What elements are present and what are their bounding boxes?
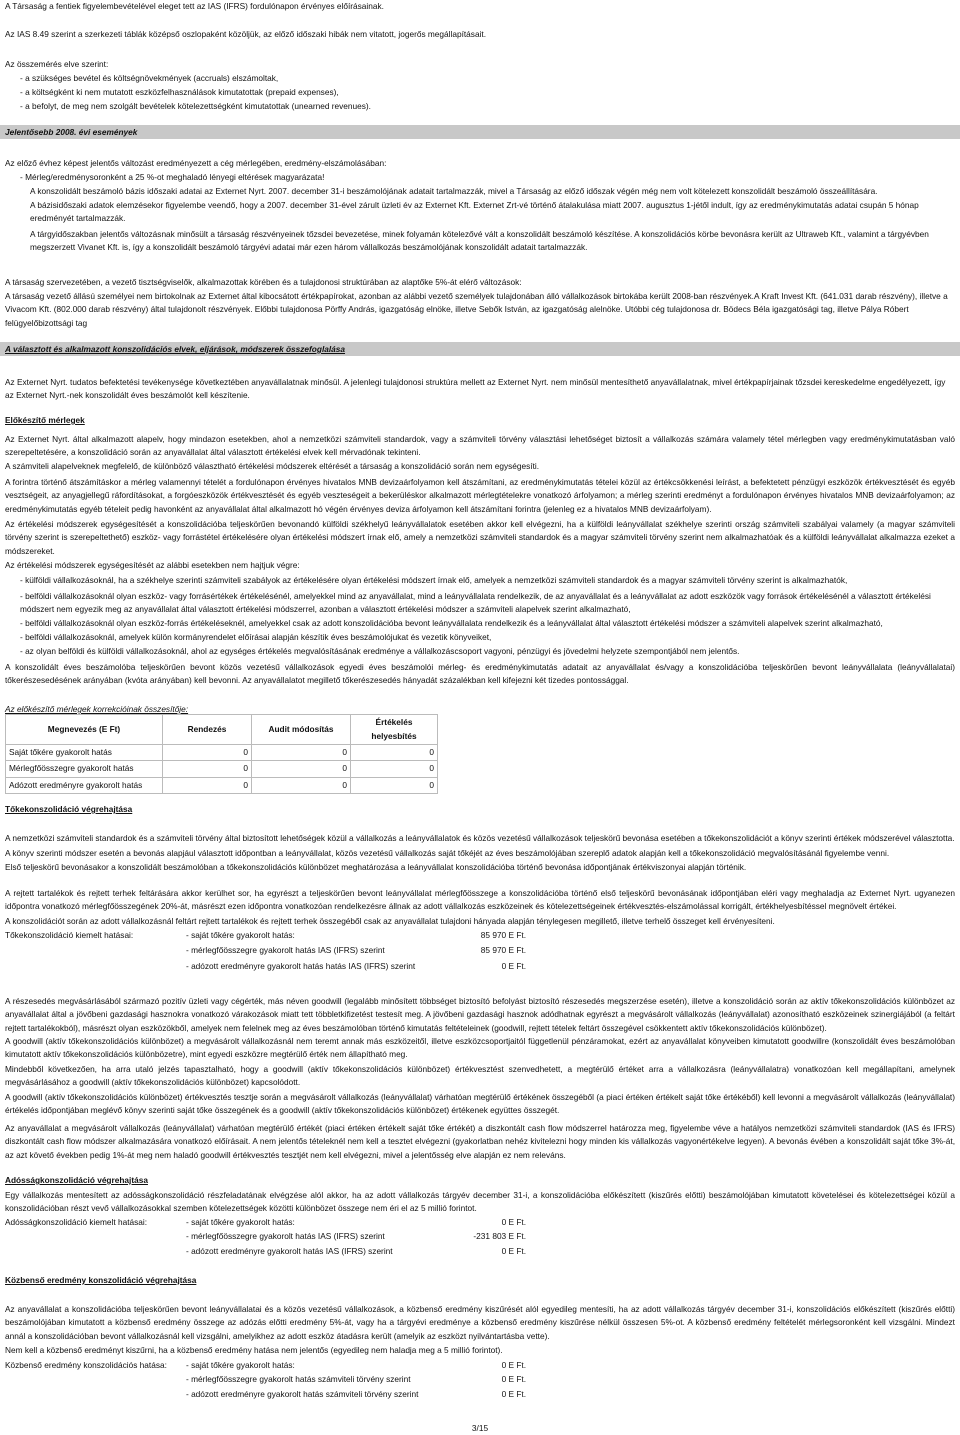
paragraph: A tárgyidőszakban jelentős változásnak minősült a társaság részvényeinek tőzsdei bevezetése, minek folyamán kötelezővé vált a konszolidált beszámoló készítése. A konszolidációs körbe bevonásra került az Ultraweb Kft., valamint a tárgyévben megszerzett Vivanet Kft. is, így a konszolidált beszámoló tárgyévi adatai már ezen három vállalkozás beszámolójának konszolidált adatait tartalmazzák. — [30, 229, 929, 253]
cell: 0 — [163, 745, 252, 761]
effects-label: Adósságkonszolidáció kiemelt hatásai: — [5, 1217, 148, 1227]
list-item: - a költségként ki nem mutatott eszközfelhasználások kimutatottak (prepaid expenses), — [20, 87, 339, 97]
paragraph: A rejtett tartalékok és rejtett terhek feltárására akkor kerülhet sor, ha egyrészt a teljeskörűen bevont leányvállalat mérlegfőösszege a konszolidációba történő első teljeskörű bevonásának időpontjában eléri vagy meghaladja az Externet Nyrt. ugyanezen időpontra vonatkozó mérlegfőösszegének 20%-át, másrészt ezen időpontra vonatkozóan rendelkezésre állnak az adott vállalkozás eszközeinek és kötelezettségeinek értékvesztés-elszámolással korrigált, értékhelyesbítéssel megnövelt értékei. — [5, 888, 955, 912]
matching-title: Az összemérés elve szerint: — [5, 59, 109, 69]
list-item: - az olyan belföldi és külföldi vállalkozásoknál, ahol az egységes értékelés megvalósításának eredménye a vállalkozáscsoport vagyoni, pénzügyi és jövedelmi helyzete szempontjából nem jelentős. — [20, 646, 740, 656]
subheading-equity: Tőkekonszolidáció végrehajtása — [5, 804, 133, 814]
table-row — [6, 777, 438, 793]
list-item: - belföldi vállalkozásoknál olyan eszköz-forrás értékeléseknél, amelyekkel csak az adott konszolidációba bevont leányvállalata rendelkezik és a leányvállalat által választott értékelési módszer a számviteli alapelvek szerint alkalmazható, — [20, 618, 883, 628]
intro-paragraph: Az IAS 8.49 szerint a szerkezeti táblák középső oszlopaként közöljük, az előző időszaki hibák nem vitatott, jogerős megállapításait. — [5, 29, 487, 39]
section-header-principles: A választott és alkalmazott konszolidációs elvek, eljárások, módszerek összefoglalása — [0, 342, 960, 356]
subheading-interim: Közbenső eredmény konszolidáció végrehajtása — [5, 1275, 197, 1285]
paragraph: A társaság vezető állású személyei nem birtokolnak az Externet által kibocsátott értékpapírokat, azonban az alábbi vezető személyek tulajdonában álló vállalkozások birtokába került 2008-ban részvények.A Kraft Invest Kft. (641.031 darab részvény), illetve a Vivacom Kft. (802.000 darab részvény) által tulajdonolt részvények. Előbbi tulajdonosa Pörffy András, igazgatóság elnöke, illetve Sebők István, az igazgatóság alelnöke. Utóbbi cég tulajdonosa dr. Bödecs Béla igazgatósági tag, illetve Pálya Róbert felügyelőbizottsági tag — [5, 291, 948, 328]
effect-label: - mérlegfőösszegre gyakorolt hatás IAS (IFRS) szerint — [186, 1231, 385, 1241]
column-header: Megnevezés (E Ft) — [6, 715, 163, 745]
paragraph: A könyv szerinti módszer esetén a bevonás alapjául választott időpontban a leányvállalat, közös vezetésű vállalkozás saját tőkéjét az éves beszámolójában szereplő adatok alapján kell a tőkekonszolidáció megvalósításánál figyelembe venni. — [5, 848, 890, 858]
column-header: Rendezés — [163, 715, 252, 745]
paragraph: A goodwill (aktív tőkekonszolidációs különbözet) értékvesztés tesztje során a megvásárolt vállalkozás (leányvállalat) várhatóan megtérülő értékének összegéből (a piaci értéken értékelt saját tőke értékéből) kell levonni a megvásárolt vállalkozás (leányvállalat) értékelés időpontjában meglévő könyv szerinti saját tőke összegének és a goodwill (aktív tőkekonszolidációs különbözet) értékenek együttes összegét. — [5, 1092, 955, 1116]
paragraph: Az Externet Nyrt. által alkalmazott alapelv, hogy mindazon esetekben, ahol a nemzetközi számviteli standardok, vagy a számviteli törvény választási lehetőséget biztosít a vállalkozás számára valamely tétel mérlegben vagy eredménykimutatásban való szerepeltetésére, a konszolidáció során az anyavállalat által választott értékelési elvek kell mérvadónak tekinteni. — [5, 434, 955, 458]
section-header-events: Jelentősebb 2008. évi események — [0, 125, 960, 139]
effect-value: 0 E Ft. — [501, 1389, 526, 1399]
effects-label: Közbenső eredmény konszolidációs hatása: — [5, 1360, 167, 1370]
cell: 0 — [163, 761, 252, 777]
effect-value: 0 E Ft. — [501, 1217, 526, 1227]
paragraph: Első teljeskörű bevonásakor a konszolidált beszámolóban a tőkekonszolidációs különbözet meghatározása a leányvállalat konszolidációba történő bevonása időpontjának értékviszonyai alapján történik. — [5, 862, 747, 872]
effects-label: Tőkekonszolidáció kiemelt hatásai: — [5, 930, 134, 940]
list-item: - külföldi vállalkozásoknál, ha a székhelye szerinti számviteli szabályok az értékelésére olyan értékelési módszert írnak elő, amelyek a nemzetközi számviteli standardok és a magyar számviteli törvény szerint is alkalmazhatók, — [20, 575, 848, 585]
list-item: - belföldi vállalkozásoknál, amelyek külön kormányrendelet előírásai alapján készítik éves beszámolójukat és vezetik könyveiket, — [20, 632, 492, 642]
cell: 0 — [351, 761, 438, 777]
list-item: - belföldi vállalkozásoknál olyan eszköz- vagy forrásértékek értékelésénél, amelyekkel mind az anyavállalat, mind a leányvállalata rendelkezik, de az anyavállalat és a leányvállalat az adott eszközök vagy források értékelésénél a választott értékelési módszert nem egyezik meg az anyavállalat által választott értékelési módszerrel, azonban a választott értékelési módszer a számviteli alapelvek szerint alkalmazható, — [20, 591, 931, 615]
cell: 0 — [252, 745, 351, 761]
paragraph: A nemzetközi számviteli standardok és a számviteli törvény által biztosított lehetőségek közül a vállalkozás a leányvállalatok és közös vezetésű vállalkozások teljeskörű bevonása esetében a tőkekonszolidációt a könyv szerinti értékek módszerével választotta. — [5, 833, 955, 843]
corrections-table — [5, 714, 438, 794]
paragraph: Egy vállalkozás mentesített az adósságkonszolidáció részfeladatának elvégzése alól akkor, ha az adott vállalkozás tárgyév december 31-i, a konszolidációba előkészített (kiszűrés előtti) beszámolójában kimutatott követelései és kötelezettségei közül a konszolidációban részt vevő vállalkozásokkal szemben kötelezettségek közötti különbözet összege nem éri el az 5 millió forintot. — [5, 1190, 955, 1214]
paragraph: A goodwill (aktív tőkekonszolidációs különbözet) a megvásárolt vállalkozásnál nem teremt annak más eszközeitől, illetve eszközcsoportjaitól függetlenül pénzáramokat, ezért az anyavállalat könyveiben kimutatott goodwillre (konszolidált éves beszámolóban kimutatott aktív tőkekonszolidációs különbözetre), mint egyedi eszközre megtérülő érték nem állapítható meg. — [5, 1036, 955, 1060]
paragraph: Az előző évhez képest jelentős változást eredményezett a cég mérlegében, eredmény-elszámolásában: — [5, 158, 387, 168]
effect-value: 0 E Ft. — [501, 1360, 526, 1370]
paragraph: A forintra történő átszámításkor a mérleg valamennyi tételét a fordulónapon érvényes hivatalos MNB devizaárfolyamon kell átszámítani, az eredménykimutatás tételei közül az értékcsökkenési leírást, a befektetett pénzügyi eszközök értékvesztését és egyéb vesztségeit, az anyagjellegű ráfordításokat, a forgóeszközök értékvesztését és egyéb veszteségeit a bekerüléskor alkalmazott mérlegtételekre vonatkozó árfolyamon; a mérleg szerinti eredményt a fordulónapon érvényes hivatalos MNB devizaárfolyamon; az eredménykimutatás egyéb tételeit pedig havonként az anyavállalat által alkalmazott hó végén érvényes deviza árfolyamon kell átszámítani forintra (jelenleg ez a hivatalos MNB devizaárfolyam). — [5, 477, 955, 514]
paragraph: A részesedés megvásárlásából származó pozitív üzleti vagy cégérték, más néven goodwill (legalább minősített többséget biztosító befolyást biztosító részesedés megszerzése esetén), illetve a konszolidáció során az aktív tőkekonszolidációs különbözet az anyavállalat által a jövőbeni gazdasági hasznokra vonatkozó várakozások miatt tett többletkifizetést testesít meg. A jövőbeni gazdasági hasznok adódhatnak egyrészt a megvásárolt vállalkozás (leányvállalat) azonosítható eszközeinek szinergiájából (a feltárt rejtett tartalékokból), másrészt olyan eszközökből, amelyek nem felelnek meg az éves beszámolóban történő kimutatás feltételeinek (goodwill, rejtett tételek feltárt összegével csökkentett aktív tőkekonszolidációs különbözet). — [5, 996, 955, 1033]
cell: Saját tőkére gyakorolt hatás — [6, 745, 163, 761]
cell: 0 — [252, 761, 351, 777]
cell: 0 — [351, 745, 438, 761]
paragraph: Az Externet Nyrt. tudatos befektetési tevékenysége következtében anyavállalatnak minősül. A jelenlegi tulajdonosi struktúra mellett az Externet Nyrt. nem minősül mentesíthető anyavállalatnak, mivel értékpapírjainak tőzsdei kereskedelme engedélyezett, így az Externet Nyrt.-nek konszolidált éves beszámolót kell készítenie. — [5, 377, 946, 401]
effect-value: 85 970 E Ft. — [480, 945, 526, 955]
paragraph: Az értékelési módszerek egységesítését az alábbi esetekben nem hajtjuk végre: — [5, 560, 300, 570]
effect-label: - adózott eredményre gyakorolt hatás hatás IAS (IFRS) szerint — [186, 961, 416, 971]
cell: 0 — [252, 777, 351, 793]
paragraph: Az anyavállalat a konszolidációba teljeskörűen bevont leányvállalatai és a közös vezetésű vállalkozások, a közbenső eredmény kiszűrését alól egyedileg mentesíti, ha az adott vállalkozás tárgyév december 31-i, konszolidációs előkészített (kiszűrés előtti) beszámolójában kimutatott a közbenső eredmény összege az adózás előtti eredmény 5%-át, vagy ha a tárgyévi eredménye a közbenső eredmény kiszűrése nélkül összesen 5%-ot. A közbenső eredmény feltételét mérlegsoronként kell vizsgálni. Mindezt annál a konszolidációban bevont vállalkozásnál kell vizsgálni, amelyikhez az adott eszköz átadásra került (amelyik az eszközt nyilvántartásba vette). — [5, 1304, 955, 1341]
page-number: 3/15 — [471, 1423, 489, 1433]
paragraph: A konszolidációt során az adott vállalkozásnál feltárt rejtett tartalékok és rejtett terhek összegéből csak az anyavállalat tulajdoni hányada alapján ténylegesen megillető, illetve terhelő összeget kell érvényesíteni. — [5, 916, 775, 926]
paragraph: A konszolidált beszámoló bázis időszaki adatai az Externet Nyrt. 2007. december 31-i beszámolójának adatait tartalmazzák, mivel a Társaság az előző időszak végén még nem volt kötelezett konszolidált beszámoló összeállítására. — [30, 186, 878, 196]
table-header-row — [6, 715, 438, 745]
effect-value: 0 E Ft. — [501, 1246, 526, 1256]
paragraph: A konszolidált éves beszámolóba teljeskörűen bevont közös vezetésű vállalkozások egyedi éves beszámolói mérleg- és eredménykimutatás adatait az anyavállalat és/vagy a konszolidációba teljeskörűen bevont leányvállalata (leányvállalatai) tőkerészesedésének arányában (kvóta arányában) kell bevonni. Az anyavállalatot megillető tőkerészesedés hányadát százalékban kell kifejezni két tizedes pontossággal. — [5, 662, 955, 686]
effect-label: - mérlegfőösszegre gyakorolt hatás IAS (IFRS) szerint — [186, 945, 385, 955]
paragraph: - Mérleg/eredménysoronként a 25 %-ot meghaladó lényegi eltérések magyarázata! — [20, 172, 325, 182]
subheading-prep: Előkészítő mérlegek — [5, 415, 85, 425]
paragraph: Az értékelési módszerek egységesítését a konszolidációba teljeskörűen bevonandó külföldi székhelyű leányvállalatok esetében akkor kell elvégezni, ha a külföldi leányvállalat székhelye szerinti ország számviteli szabályai valamely (a magyar számviteli törvény szerint is szerepeltethető) eszköz- vagy forrástétel értékelésére olyan értékelési módszert írnak elő, amely a nemzetközi számviteli standardok és a magyar számviteli törvény szerint nem alkalmazhatóak és a külföldi leányvállalat alkalmazza ezeket a módszereket. — [5, 519, 955, 556]
cell: Mérlegfőösszegre gyakorolt hatás — [6, 761, 163, 777]
table-caption: Az előkészítő mérlegek korrekcióinak összesítője: — [5, 704, 189, 714]
column-header: Audit módosítás — [252, 715, 351, 745]
effect-label: - saját tőkére gyakorolt hatás: — [186, 1217, 295, 1227]
list-item: - a szükséges bevétel és költségnövekmények (accruals) elszámoltak, — [20, 73, 279, 83]
paragraph: Az anyavállalat a megvásárolt vállalkozás (leányvállalat) várhatóan megtérülő értékét (piaci értéken értékelt saját tőke értékét) a diszkontált cash flow módszerrel határozza meg, figyelembe véve a hatályos nemzetközi számviteli standardok (IAS és IFRS) diszkontált cash flow módszer alkalmazására vonatkozó előírásait. A nem jelentős tételeknél nem kell a tesztet elvégezni (gyakorlatban nehéz kivitelezni hogy minden kis vállalkozás vagyonértékelve legyen). A bevonás évében a konszolidált saját tőke 3%-át, az azt követő években pedig 1%-át meg nem haladó goodwill értékvesztés tesztjét nem kell elvégezni, mivel a jelentősség elve alapján ez nem releváns. — [5, 1123, 955, 1160]
cell: 0 — [163, 777, 252, 793]
effect-label: - mérlegfőösszegre gyakorolt hatás számviteli törvény szerint — [186, 1374, 411, 1384]
table-row — [6, 761, 438, 777]
effect-value: 0 E Ft. — [501, 961, 526, 971]
intro-paragraph: A Társaság a fentiek figyelembevételével eleget tett az IAS (IFRS) fordulónapon érvényes előírásainak. — [5, 1, 384, 11]
effect-value: -231 803 E Ft. — [473, 1231, 526, 1241]
paragraph: A társaság szervezetében, a vezető tisztségviselők, alkalmazottak körében és a tulajdonosi struktúrában az alaptőke 5%-át elérő változások: — [5, 277, 522, 287]
effect-value: 85 970 E Ft. — [480, 930, 526, 940]
list-item: - a befolyt, de meg nem szolgált bevételek kötelezettségként kimutatottak (unearned revenues). — [20, 101, 371, 111]
cell: Adózott eredményre gyakorolt hatás — [6, 777, 163, 793]
subheading-debt: Adósságkonszolidáció végrehajtása — [5, 1175, 148, 1185]
column-header: Értékelés helyesbítés — [351, 715, 438, 745]
effect-label: - adózott eredményre gyakorolt hatás számviteli törvény szerint — [186, 1389, 419, 1399]
paragraph: Mindebből következően, ha arra utaló jelzés tapasztalható, hogy a goodwill (aktív tőkekonszolidációs különbözet) értékvesztést szenvedhetett, a megtérülő értéket arra a vállalkozásra (leányvállalatra) vonatkozóan kell megállapítani, amelynek megvásárlásához a goodwill (aktív tőkekonszolidációs különbözet) kapcsolódott. — [5, 1064, 955, 1088]
paragraph: A bázisidőszaki adatok elemzésekor figyelembe veendő, hogy a 2007. december 31-ével zárult üzleti év az Externet Kft. Externet Zrt-vé történő átalakulása miatt 2007. augusztus 1-jétől indult, így az eredménykimutatás adatai csupán 5 hónap eredményét tartalmazzák. — [30, 200, 919, 224]
effect-label: - saját tőkére gyakorolt hatás: — [186, 1360, 295, 1370]
table-row — [6, 745, 438, 761]
paragraph: Nem kell a közbenső eredményt kiszűrni, ha a közbenső eredmény hatása nem jelentős (egyedileg nem haladja meg a 5 millió forintot). — [5, 1345, 503, 1355]
effect-value: 0 E Ft. — [501, 1374, 526, 1384]
effect-label: - saját tőkére gyakorolt hatás: — [186, 930, 295, 940]
effect-label: - adózott eredményre gyakorolt hatás IAS (IFRS) szerint — [186, 1246, 393, 1256]
cell: 0 — [351, 777, 438, 793]
paragraph: A számviteli alapelveknek megfelelő, de különböző választható értékelési módszerek eltérését a társaság a konszolidáció során nem egységesíti. — [5, 461, 540, 471]
